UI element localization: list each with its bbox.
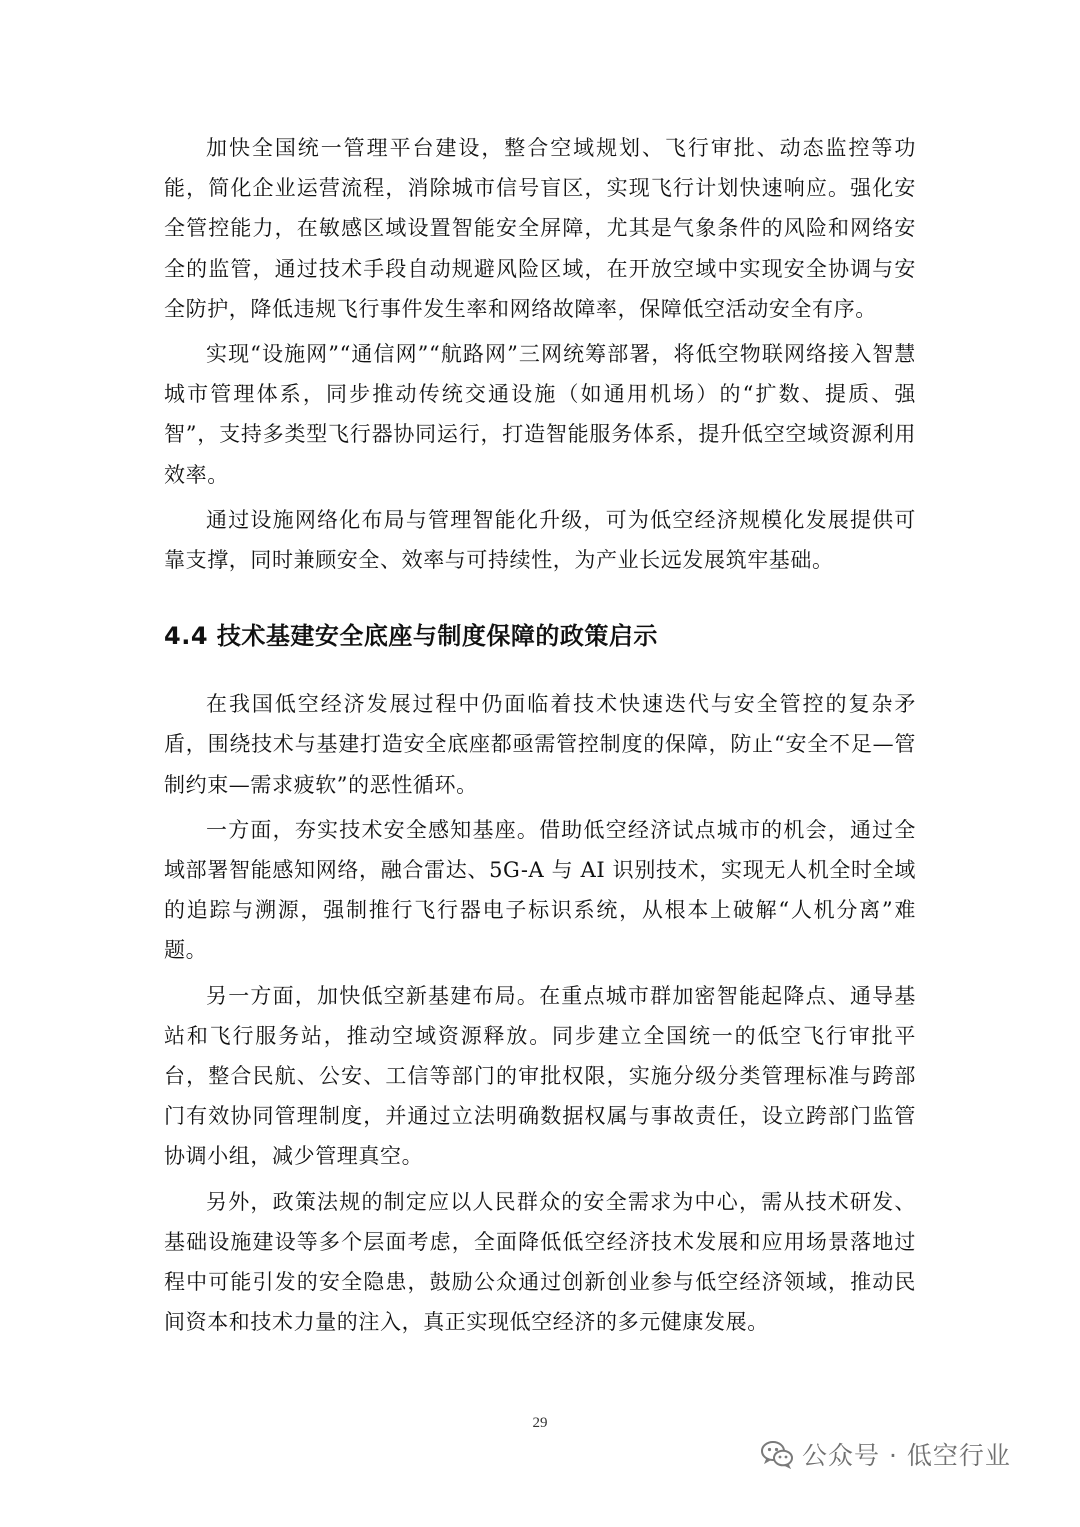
wechat-icon (760, 1439, 794, 1469)
watermark (760, 1432, 1011, 1476)
section-paragraph: 一方面，夯实技术安全感知基座。借助低空经济试点城市的机会，通过全域部署智能感知网络，融合雷达、5G-A 与 AI 识别技术，实现无人机全时全域的追踪与溯源，强制推行飞行器电子标识系统，从根本上破解“人机分离”难题。 (164, 817, 916, 963)
page-content (164, 128, 916, 1347)
section-heading: 4.4 技术基建安全底座与制度保障的政策启示 (164, 622, 658, 651)
section-paragraph: 另一方面，加快低空新基建布局。在重点城市群加密智能起降点、通导基站和飞行服务站，推动空域资源释放。同步建立全国统一的低空飞行审批平台，整合民航、公安、工信等部门的审批权限，实施分级分类管理标准与跨部门有效协同管理制度，并通过立法明确数据权属与事故责任，设立跨部门监管协调小组，减少管理真空。 (164, 983, 916, 1169)
page-number: 29 (532, 1415, 548, 1431)
body-paragraph: 实现“设施网”“通信网”“航路网”三网统筹部署，将低空物联网络接入智慧城市管理体系，同步推动传统交通设施（如通用机场）的“扩数、提质、强智”，支持多类型飞行器协同运行，打造智能服务体系，提升低空空域资源利用效率。 (164, 342, 916, 487)
section-paragraph: 在我国低空经济发展过程中仍面临着技术快速迭代与安全管控的复杂矛盾，围绕技术与基建打造安全底座都亟需管控制度的保障，防止“安全不足—管制约束—需求疲软”的恶性循环。 (164, 692, 916, 797)
body-paragraph: 通过设施网络化布局与管理智能化升级，可为低空经济规模化发展提供可靠支撑，同时兼顾安全、效率与可持续性，为产业长远发展筑牢基础。 (164, 507, 916, 573)
watermark-text: 公众号 · 低空行业 (802, 1441, 1011, 1470)
section-body (164, 684, 916, 1342)
body-paragraph: 加快全国统一管理平台建设，整合空域规划、飞行审批、动态监控等功能，简化企业运营流程，消除城市信号盲区，实现飞行计划快速响应。强化安全管控能力，在敏感区域设置智能安全屏障，尤其是气象条件的风险和网络安全的监管，通过技术手段自动规避风险区域，在开放空域中实现安全协调与安全防护，降低违规飞行事件发生率和网络故障率，保障低空活动安全有序。 (164, 136, 916, 321)
section-paragraph: 另外，政策法规的制定应以人民群众的安全需求为中心，需从技术研发、基础设施建设等多个层面考虑，全面降低低空经济技术发展和应用场景落地过程中可能引发的安全隐患，鼓励公众通过创新创业参与低空经济领域，推动民间资本和技术力量的注入，真正实现低空经济的多元健康发展。 (164, 1189, 916, 1335)
